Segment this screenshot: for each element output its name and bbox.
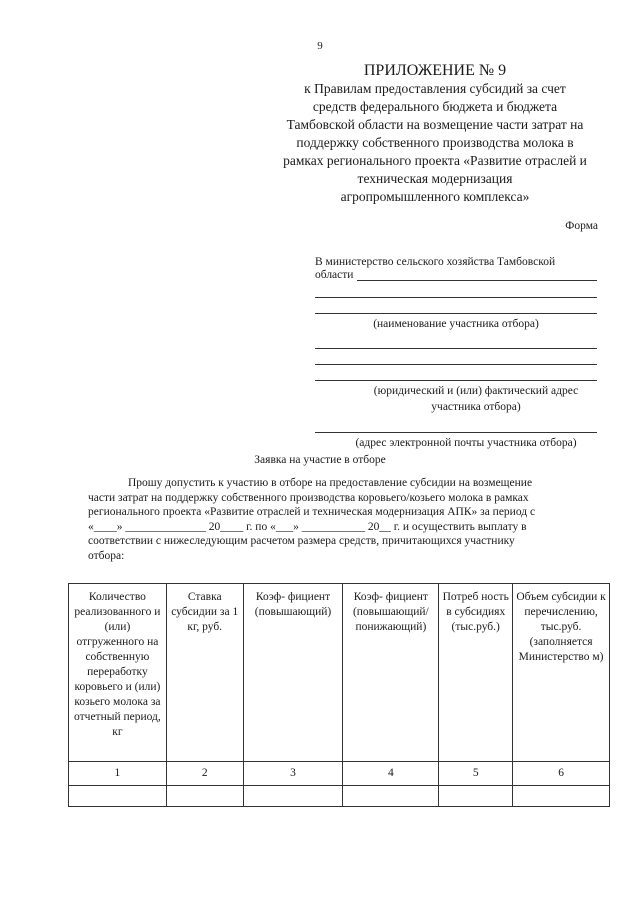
page-number: 9 [317,40,323,52]
body-line: «____» ______________ 20____ г. по «___» ___________ 20__ г. и осуществить выплату в [88,520,527,533]
body-line: регионального проекта «Развитие отраслей и техническая модернизация АПК» за период с [88,506,536,519]
header-coefficient-increasing-decreasing: Коэф- фициент (повышающий/ понижающий) [343,584,439,762]
table-header-row [69,584,610,762]
participant-caption: (наименование участника отбора) [373,318,539,330]
table-data-row [69,786,610,807]
header-subsidy-need: Потреб ность в субсидиях (тыс.руб.) [439,584,513,762]
column-number: 1 [69,762,167,786]
table-cell[interactable] [343,786,439,807]
column-number: 5 [439,762,513,786]
annex-header [250,62,620,206]
addressee-block [315,256,597,451]
participant-fill-line[interactable] [315,284,597,298]
table-cell[interactable] [513,786,610,807]
annex-line: Тамбовской области на возмещение части затрат на [286,117,584,132]
table-cell[interactable] [243,786,343,807]
addressee-region-label: области [315,269,354,281]
email-fill-line[interactable] [315,419,597,433]
application-body [88,476,600,564]
body-line: части затрат на поддержку собственного производства коровьего/козьего молока в рамках [88,491,529,504]
participant-fill-line[interactable] [315,300,597,314]
region-fill-line[interactable] [357,268,597,281]
address-fill-line[interactable] [315,335,597,349]
table-cell[interactable] [166,786,243,807]
application-title: Заявка на участие в отборе [254,454,386,466]
column-number: 4 [343,762,439,786]
addressee-line-1: В министерство сельского хозяйства Тамбовской [315,256,556,268]
subsidy-calculation-table [68,583,610,807]
header-subsidy-rate: Ставка субсидии за 1 кг, руб. [166,584,243,762]
annex-line: к Правилам предоставления субсидий за счет [304,81,566,96]
column-number: 6 [513,762,610,786]
email-caption: (адрес электронной почты участника отбора) [355,437,577,449]
header-coefficient-increasing: Коэф- фициент (повышающий) [243,584,343,762]
table-cell[interactable] [69,786,167,807]
address-caption: (юридический и (или) фактический адрес [373,385,579,397]
column-number: 3 [243,762,343,786]
table-cell[interactable] [439,786,513,807]
body-line: Прошу допустить к участию в отборе на предоставление субсидии на возмещение [128,477,533,489]
annex-line: рамках регионального проекта «Развитие отраслей и [283,153,587,168]
address-fill-line[interactable] [315,367,597,381]
annex-line: поддержку собственного производства молока в [296,135,574,150]
header-subsidy-amount: Объем субсидии к перечислению, тыс.руб. (заполняется Министерство м) [513,584,610,762]
column-number: 2 [166,762,243,786]
table-number-row [69,762,610,786]
addressee-line-2 [315,268,597,281]
address-caption: участника отбора) [431,401,521,413]
address-fill-line[interactable] [315,351,597,365]
annex-line: техническая модернизация [357,171,513,186]
annex-line: агропромышленного комплекса» [340,189,530,204]
header-milk-quantity: Количество реализованного и (или) отгруженного на собственную переработку коровьего и (или) козьего молока за отчетный период, кг [69,584,167,762]
annex-title: ПРИЛОЖЕНИЕ № 9 [363,62,507,79]
annex-line: средств федерального бюджета и бюджета [312,99,558,114]
form-label: Форма [565,220,598,232]
body-line: соответствии с нижеследующим расчетом размера средств, причитающихся участнику [88,535,515,548]
body-line: отбора: [88,549,125,562]
